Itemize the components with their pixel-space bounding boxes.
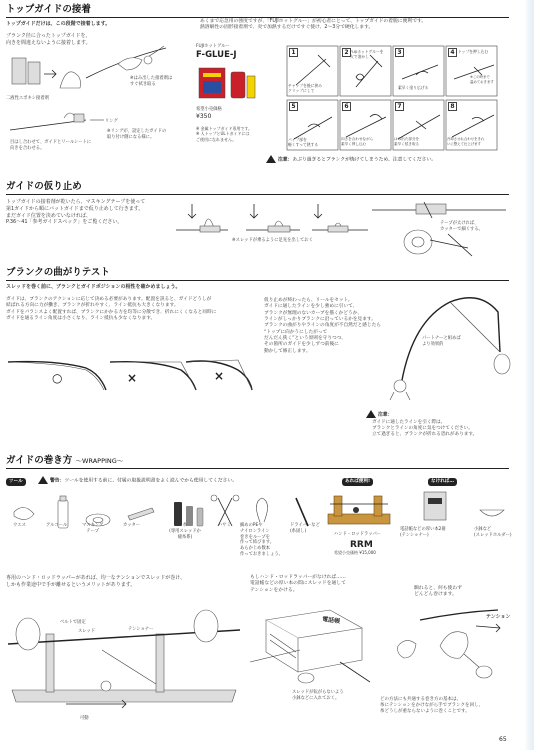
tape-note: テープが太ければ、 カッターで細くする。 xyxy=(440,221,483,232)
b1-tensioner: テンショナー xyxy=(128,627,154,632)
warning-icon xyxy=(38,476,48,484)
step-text: トップを押し込む xyxy=(458,49,489,54)
page-number: 65 xyxy=(499,736,507,743)
warning-icon xyxy=(366,410,376,418)
step-text: 冷却させれ合わせをきれ いに整えて仕上げます xyxy=(447,137,485,146)
tools-tag: ツール xyxy=(6,478,26,486)
tool-label-thread: 糸 (専用スレッドか 縫糸系) xyxy=(169,523,201,540)
s3-right-text: 仮り止めが終わったら、リールをセット。 ガイドに通したラインを少し強めに引いて、 ブランクが無理のないカーブを描くかどうか、 ラインがしっかりブランクに沿っているかを見ます。 ブランクの曲がりやラインの角度が不自然だと感じたら “トップに向かうにしたがって だんだん狭く”という原則を守りつつ、 その箇所のガイドを少しずつ前後に 動かして修正します。 xyxy=(264,298,381,354)
align-note: 目はし合わせて、ガイドとリールシートに 向きを合わせる。 xyxy=(10,140,92,151)
b1-thread: スレッド xyxy=(78,629,96,634)
tool-label-alcohol: アルコール xyxy=(46,523,68,528)
tool-label-pe-loop: 細めのPEや ナイロンライン 巻きをループを 作って結びます。 あらかじめ数本 作っておきましょう。 xyxy=(240,523,283,557)
step-number: 5 xyxy=(289,102,298,111)
product-note: ※ 金属トップガイド専用です。 ※ 人トップとULトガイドには ご使用になれません。 xyxy=(196,126,253,142)
s3-caution-text: ガイドに通したラインを引く際は、 ブランクとラインの角度に気をつけてください。 立て過ぎると、ブランクが折れる恐れがあります。 xyxy=(372,420,478,438)
caution-text: あぶり過ぎるとブランクが焼けてしまうため、注意してください。 xyxy=(292,157,437,163)
divider xyxy=(6,17,509,18)
s1-caution xyxy=(266,155,436,164)
s3-lead: スレッドを巻く前に、ブランクとガイドポジションの相性を確かめましょう。 xyxy=(6,284,181,290)
step-text: FUJIホットグルーを 火で溶かし xyxy=(350,49,384,60)
b1-text: 専用のハンド・ロッドラッパーがあれば、均一なテンションでスレッドが巻け、 しかも作業途中で手が離せるというメリットがあります。 xyxy=(6,575,186,588)
step-number: 3 xyxy=(395,48,404,57)
product-price: ¥350 xyxy=(196,113,212,120)
product-price-label: 希望小売価格 xyxy=(196,107,222,112)
epoxy-label: 二液性エポキシ接着剤 xyxy=(6,96,49,101)
caution-label: 注意： xyxy=(378,412,393,418)
s2-text: トップガイドの接着剤が乾いたら、マスキングテープを使って 第1ガイドから順にバットガイドまで仮り止めして行きます。 まだガイド位置を決めていなければ、 P.36～41「参考ガイドスペック」をご覧ください。 xyxy=(6,199,146,226)
masking-tape-temporary-fix-illustration xyxy=(170,200,370,240)
s4-warning xyxy=(38,476,237,485)
ng-mark: × xyxy=(127,371,138,385)
step-text: パイプ部を 軽くすって熱する xyxy=(288,137,319,148)
b2-note: スレッドが転がらないよう 小鉢などに入れておく。 xyxy=(292,690,344,701)
step-number: 1 xyxy=(289,48,298,57)
product-sub: FUJIホットグルー xyxy=(196,44,230,49)
s1-intro: トップガイドだけは、この段階で接着します。 xyxy=(6,21,111,27)
fuji-note: あくまで応急用の強度ですが、「FUJIホットグルー」が初心者にとって、トップガイドの着脱に便利です。 熱溶解性の固形接着剤で、炎で加熱するだけですぐ使け、2～3分で硬化します。 xyxy=(200,19,427,31)
step-text: はみ出た部分を 素早く拭き取る xyxy=(394,137,420,146)
step-text: チャップを後に挟み クリップにして xyxy=(288,83,323,94)
step-number: 7 xyxy=(395,102,404,111)
nakereba-tag: なければ… xyxy=(428,478,457,486)
s2-note: ※スレッドが乗るように足先を出しておく xyxy=(232,238,313,243)
step-number: 4 xyxy=(448,48,457,57)
divider xyxy=(6,280,509,281)
useful-tag: あれば便利! xyxy=(342,478,373,486)
step-number: 2 xyxy=(342,48,351,57)
page-edge-gradient xyxy=(524,0,534,750)
s3-body: ガイドは、ブランクのアクションに応じて決める必要があります。配置を誤ると、ガイドどうしが 結ばれる方向に力が働き、ブランクが折れやすく、ライン抵抗も大きくなります。 ガイドをバランスよく配置すれば、ブランクにかかる力を均等に分散でき、折れにくくなると同時に ガイドを通るライン角度は小さくなり、ライン抵抗も少なくなります。 xyxy=(6,297,217,322)
step-text: 向きを合わせながら 素早く押し込む xyxy=(341,137,374,146)
divider xyxy=(6,468,509,469)
warning-icon xyxy=(266,155,276,163)
b1-belt: ベルトで固定 xyxy=(60,620,86,625)
ring-note: ※リングが、設定したガイドの 取り付け側になる様に。 xyxy=(107,129,167,140)
nakereba-bowl: 小鉢など (スレッドホルダー) xyxy=(474,527,512,538)
step-number: 6 xyxy=(342,102,351,111)
fuji-glue-package-image xyxy=(197,62,261,102)
b1-moving: 可動 xyxy=(80,716,89,721)
divider xyxy=(6,194,509,195)
rrm-sub: ハンド・ロッドラッパー xyxy=(334,532,382,537)
step-panels-illustration xyxy=(286,45,500,152)
rrm-name: RRM xyxy=(350,540,373,550)
tool-label-rag: ウエス xyxy=(13,523,26,528)
b2-book-label: 電話帳 xyxy=(321,615,341,626)
b2-text: もしハンド・ロッドラッパーがなければ…… 電話帳などの厚い本の間にスレッドを通して テンションをかける。 xyxy=(250,575,346,593)
tool-label-driver: ドライバーなど (糸固し) xyxy=(290,523,320,534)
wrapping-subtitle: ～WRAPPING～ xyxy=(75,457,124,465)
step-note: ※この時まで 温めておきます xyxy=(470,75,494,84)
phone-book-tensioner-illustration xyxy=(250,602,374,688)
b3-note: どの方法にも共通する巻き方の基本は、 糸にテンションをかけながら手でブランクを回し、 糸どうしが重ならないように巻くことです。 xyxy=(380,697,483,715)
tool-label-masking-tape: マスキング テープ xyxy=(82,523,104,534)
section-title-wrapping xyxy=(6,455,123,468)
rrm-price: 希望小売価格 ¥15,000 xyxy=(334,550,376,555)
product-name: F-GLUE-J xyxy=(196,50,237,60)
rod-wrapper-in-use-illustration xyxy=(6,594,242,714)
tool-label-scissors: ハサミ xyxy=(218,523,231,528)
step-text: 素早く塗り広げる xyxy=(398,85,429,90)
warn-label: 警告： xyxy=(50,478,65,484)
section-title-top-guide: トップガイドの接着 xyxy=(6,4,91,15)
caution-label: 注意： xyxy=(278,157,293,163)
b3-text: 馴れると、何も使わず どんどん巻けます。 xyxy=(414,586,462,598)
nakereba-books: 電話帳などの厚い本2冊 (テンショナー) xyxy=(400,527,446,538)
partner-note: パートナーと組めば より効果的 xyxy=(422,336,461,347)
rrm-wrapper-image xyxy=(326,490,392,530)
ring-label: リング xyxy=(105,119,118,124)
step-panels xyxy=(286,45,500,152)
tool-label-cutter: カッター xyxy=(123,523,141,528)
alternative-tools-image xyxy=(410,490,510,526)
top-guide-gluing-illustration xyxy=(6,48,222,140)
s3-caution xyxy=(366,410,392,419)
s1-step-a: ブランク径に合ったトップガイドを、 向きを間違えないように接着します。 xyxy=(6,33,91,46)
ok-mark: ○ xyxy=(52,371,63,385)
b3-tension: テンション xyxy=(486,614,511,620)
warn-text: ツールを使用する前に、付属の取扱説明書をよく読んでから使用してください。 xyxy=(64,478,238,484)
wipe-note: ※はみ出した接着剤は すぐ拭き取る xyxy=(130,76,173,87)
section-title-temporary-fix: ガイドの仮り止め xyxy=(6,181,82,192)
ng-mark: × xyxy=(214,369,225,383)
wrapping-title: ガイドの巻き方 xyxy=(6,455,73,466)
section-title-bend-test: ブランクの曲がりテスト xyxy=(6,267,110,278)
step-number: 8 xyxy=(448,102,457,111)
